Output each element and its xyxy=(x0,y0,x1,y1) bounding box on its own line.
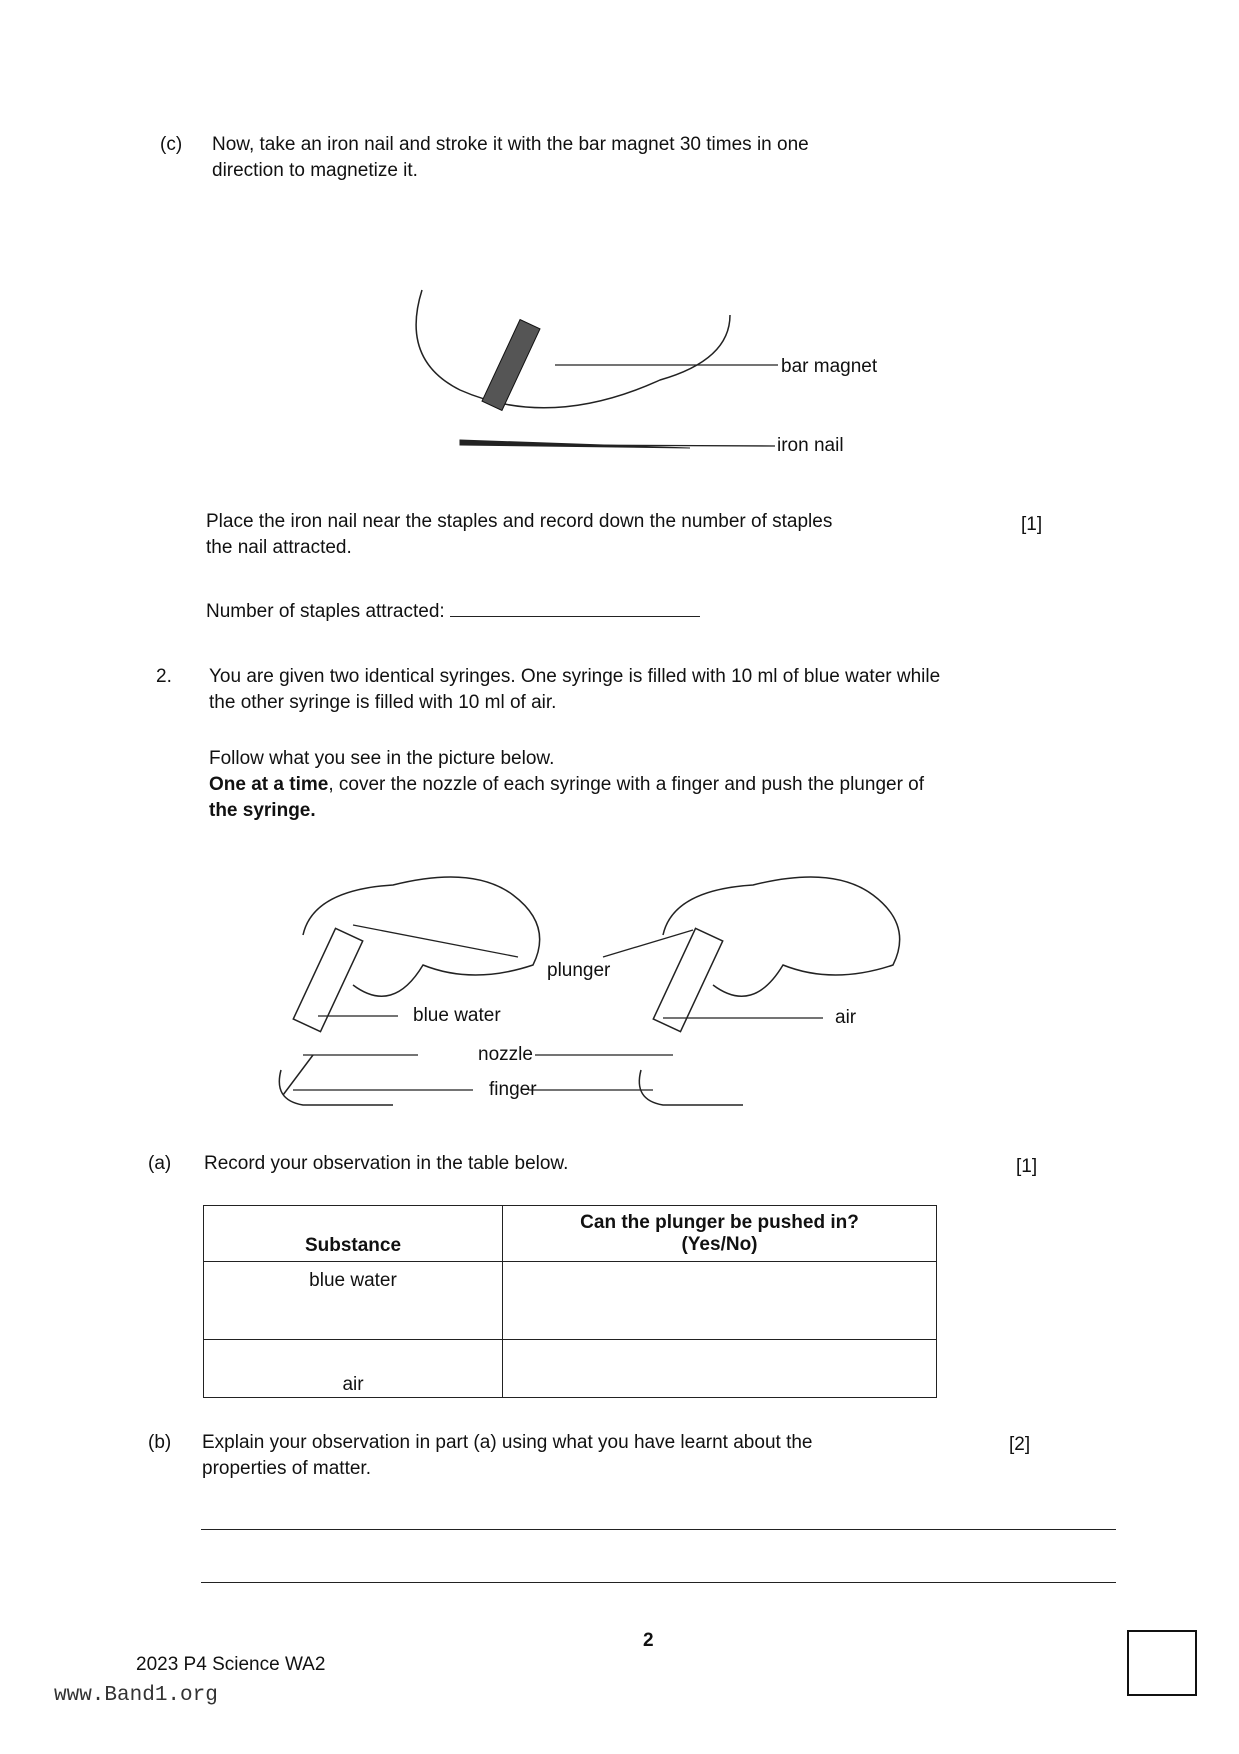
bold-lead: One at a time xyxy=(209,774,329,795)
part-c-text-line1: Now, take an iron nail and stroke it with the bar magnet 30 times in one xyxy=(212,134,809,155)
substance-cell: air xyxy=(204,1340,503,1398)
observation-table xyxy=(203,1205,937,1398)
part-c-instruction-line1: Place the iron nail near the staples and record down the number of staples xyxy=(206,511,833,532)
question-2-number: 2. xyxy=(156,666,172,687)
table-row xyxy=(204,1340,937,1398)
answer-cell[interactable] xyxy=(503,1262,937,1340)
header-plunger-options: (Yes/No) xyxy=(681,1233,758,1255)
header-substance: Substance xyxy=(204,1206,503,1262)
part-c-instruction-line2: the nail attracted. xyxy=(206,537,352,558)
question-2-instruction xyxy=(209,772,924,798)
header-plunger-question: Can the plunger be pushed in? xyxy=(580,1211,859,1233)
page-number: 2 xyxy=(643,1630,654,1651)
answer-line-2[interactable] xyxy=(201,1582,1116,1583)
question-2-line2: the other syringe is filled with 10 ml of air. xyxy=(209,692,557,713)
nozzle-label: nozzle xyxy=(478,1044,533,1065)
air-label: air xyxy=(835,1007,857,1028)
staples-answer-label: Number of staples attracted: xyxy=(206,601,445,622)
iron-nail-label: iron nail xyxy=(777,435,844,456)
iron-nail-shape xyxy=(460,440,690,448)
finger-label: finger xyxy=(489,1079,537,1100)
part-b-marks: [2] xyxy=(1009,1434,1031,1455)
part-c-text-line2: direction to magnetize it. xyxy=(212,160,418,181)
part-b-line1: Explain your observation in part (a) using what you have learnt about the xyxy=(202,1432,813,1453)
syringe-diagram xyxy=(273,855,973,1115)
staples-answer-row xyxy=(206,598,700,625)
substance-cell: blue water xyxy=(204,1262,503,1340)
answer-cell[interactable] xyxy=(503,1340,937,1398)
exam-title: 2023 P4 Science WA2 xyxy=(136,1654,326,1675)
part-a-label: (a) xyxy=(148,1153,172,1174)
left-syringe-hand xyxy=(279,877,539,1105)
website-watermark: www.Band1.org xyxy=(54,1684,218,1707)
part-b-line2: properties of matter. xyxy=(202,1458,371,1479)
answer-line-1[interactable] xyxy=(201,1529,1116,1530)
part-b-label: (b) xyxy=(148,1432,172,1453)
part-a-text: Record your observation in the table below. xyxy=(204,1153,569,1174)
question-2-line1: You are given two identical syringes. One syringe is filled with 10 ml of blue water while xyxy=(209,666,941,687)
blue-water-label: blue water xyxy=(413,1005,501,1026)
part-a-marks: [1] xyxy=(1016,1156,1038,1177)
bar-magnet-label: bar magnet xyxy=(781,356,878,377)
header-plunger xyxy=(503,1206,937,1262)
staples-answer-blank[interactable] xyxy=(450,598,700,617)
question-2-instruction-line2: the syringe. xyxy=(209,800,316,821)
part-c-label: (c) xyxy=(160,134,183,155)
score-box xyxy=(1127,1630,1197,1696)
bar-magnet-shape xyxy=(482,320,540,411)
part-c-marks: [1] xyxy=(1021,514,1043,535)
table-header-row xyxy=(204,1206,937,1262)
table-row xyxy=(204,1262,937,1340)
instruction-rest: , cover the nozzle of each syringe with a finger and push the plunger of xyxy=(328,774,925,795)
hand-outline xyxy=(416,290,730,408)
right-syringe-hand xyxy=(639,877,899,1105)
question-2-follow: Follow what you see in the picture below. xyxy=(209,748,555,769)
plunger-label: plunger xyxy=(547,960,611,981)
